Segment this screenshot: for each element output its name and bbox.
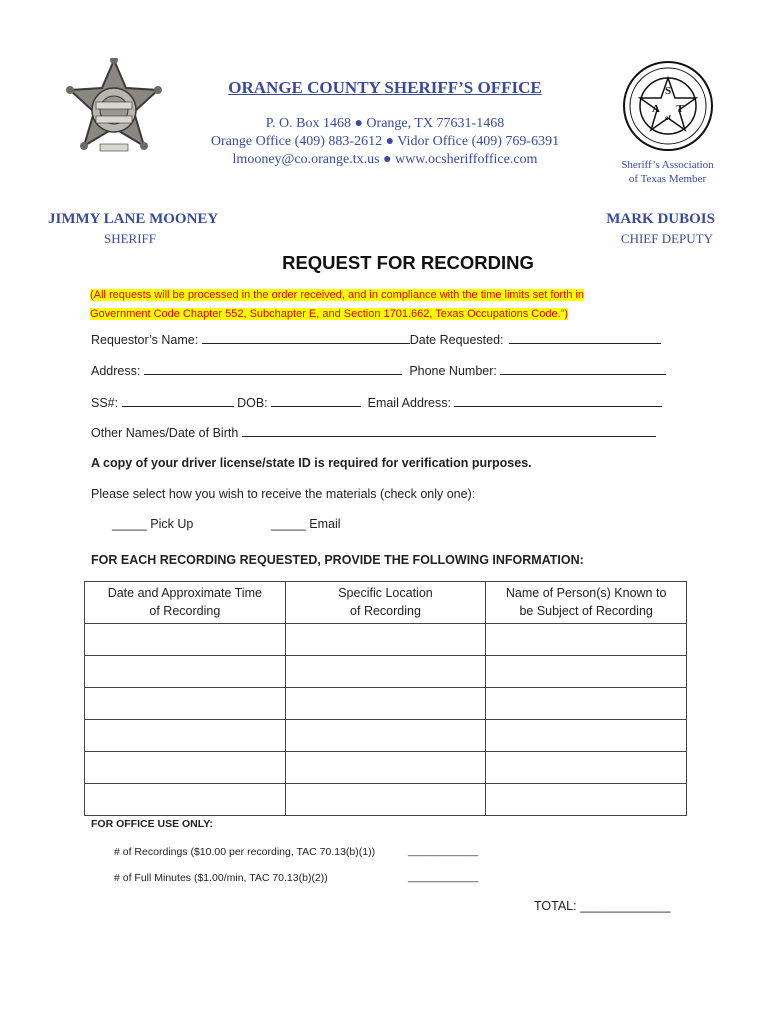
association-caption-line2: of Texas Member [628, 173, 707, 185]
table-row [85, 784, 687, 816]
person-cell[interactable] [486, 688, 687, 720]
person-cell[interactable] [486, 752, 687, 784]
date-time-cell[interactable] [85, 624, 286, 656]
total-row [534, 899, 670, 913]
seal-letter-of: of [665, 114, 671, 122]
column-header-date-time: Date and Approximate Time of Recording [85, 582, 286, 624]
agency-contact: lmooney@co.orange.tx.us ● www.ocsheriffoffice.com [232, 152, 538, 167]
chief-deputy-name: MARK DUBOIS [606, 211, 715, 227]
ss-dob-email-row [91, 395, 662, 410]
ss-field[interactable] [122, 395, 234, 407]
pickup-check-blank[interactable]: _____ [112, 517, 147, 531]
other-names-label: Other Names/Date of Birth [91, 426, 239, 440]
other-names-row [91, 425, 656, 440]
table-header-row [85, 582, 687, 624]
requestor-name-label: Requestor’s Name: [91, 333, 199, 347]
recordings-table [84, 581, 687, 816]
seal-letter-a: A [652, 103, 660, 115]
address-field[interactable] [144, 363, 402, 375]
email-label: Email Address: [367, 396, 451, 410]
address-row [91, 363, 666, 378]
notice-line1: (All requests will be processed in the order received, and in compliance with the time limits set forth in [90, 289, 585, 301]
agency-phones: Orange Office (409) 883-2612 ● Vidor Office (409) 769-6391 [210, 134, 560, 149]
association-caption-line1: Sheriff’s Association [621, 159, 714, 171]
person-cell[interactable] [486, 784, 687, 816]
sheriff-badge-logo [66, 58, 162, 162]
document-title: REQUEST FOR RECORDING [282, 252, 534, 273]
seal-letter-t: T [676, 103, 684, 115]
date-time-cell[interactable] [85, 688, 286, 720]
sheriff-name: JIMMY LANE MOONEY [48, 211, 219, 227]
table-row [85, 752, 687, 784]
dob-field[interactable] [271, 395, 361, 407]
table-row [85, 624, 687, 656]
agency-address: P. O. Box 1468 ● Orange, TX 77631-1468 [265, 116, 505, 131]
location-cell[interactable] [285, 720, 486, 752]
id-required-notice: A copy of your driver license/state ID is required for verification purposes. [91, 456, 532, 470]
address-label: Address: [91, 364, 141, 378]
person-cell[interactable] [486, 624, 687, 656]
seal-letter-s: S [664, 85, 672, 97]
location-cell[interactable] [285, 752, 486, 784]
agency-name: ORANGE COUNTY SHERIFF’S OFFICE [228, 78, 542, 97]
date-time-cell[interactable] [85, 784, 286, 816]
delivery-method-prompt: Please select how you wish to receive the materials (check only one): [91, 487, 476, 501]
office-use-heading: FOR OFFICE USE ONLY: [91, 818, 213, 830]
email-option-label: Email [309, 517, 341, 531]
minutes-fee-label: # of Full Minutes ($1.00/min, TAC 70.13(b)(2)) [114, 872, 328, 884]
date-time-cell[interactable] [85, 720, 286, 752]
date-time-cell[interactable] [85, 656, 286, 688]
location-cell[interactable] [285, 784, 486, 816]
table-row [85, 720, 687, 752]
sheriff-title: SHERIFF [104, 231, 157, 246]
email-option[interactable] [271, 517, 341, 531]
total-label: TOTAL: [534, 899, 577, 913]
person-cell[interactable] [486, 656, 687, 688]
other-names-field[interactable] [242, 425, 656, 437]
location-cell[interactable] [285, 624, 486, 656]
phone-label: Phone Number: [409, 364, 497, 378]
ss-label: SS#: [91, 396, 119, 410]
sheriffs-association-seal [622, 60, 714, 152]
chief-deputy-title: CHIEF DEPUTY [620, 231, 713, 246]
email-check-blank[interactable]: _____ [271, 517, 306, 531]
email-field[interactable] [454, 395, 662, 407]
date-requested-label: Date Requested: [409, 333, 504, 347]
recordings-count-field[interactable]: ____________ [408, 845, 479, 857]
person-cell[interactable] [486, 720, 687, 752]
phone-field[interactable] [500, 363, 666, 375]
table-row [85, 688, 687, 720]
date-requested-field[interactable] [509, 332, 661, 344]
processing-notice [90, 286, 690, 324]
recordings-fee-label: # of Recordings ($10.00 per recording, TAC 70.13(b)(1)) [114, 846, 376, 858]
requestor-name-field[interactable] [202, 332, 410, 344]
pickup-option[interactable] [112, 517, 193, 531]
table-row [85, 656, 687, 688]
date-time-cell[interactable] [85, 752, 286, 784]
location-cell[interactable] [285, 688, 486, 720]
location-cell[interactable] [285, 656, 486, 688]
notice-line2: Government Code Chapter 552, Subchapter E, and Section 1701.662, Texas Occupations Code.”) [90, 308, 568, 320]
column-header-person: Name of Person(s) Known to be Subject of Recording [486, 582, 687, 624]
pickup-label: Pick Up [150, 517, 194, 531]
total-field[interactable]: _____________ [580, 899, 671, 913]
recordings-table-heading: FOR EACH RECORDING REQUESTED, PROVIDE THE FOLLOWING INFORMATION: [91, 553, 584, 567]
column-header-location: Specific Location of Recording [285, 582, 486, 624]
minutes-count-field[interactable]: ____________ [408, 871, 479, 883]
requestor-name-row [91, 332, 661, 347]
dob-label: DOB: [237, 396, 268, 410]
